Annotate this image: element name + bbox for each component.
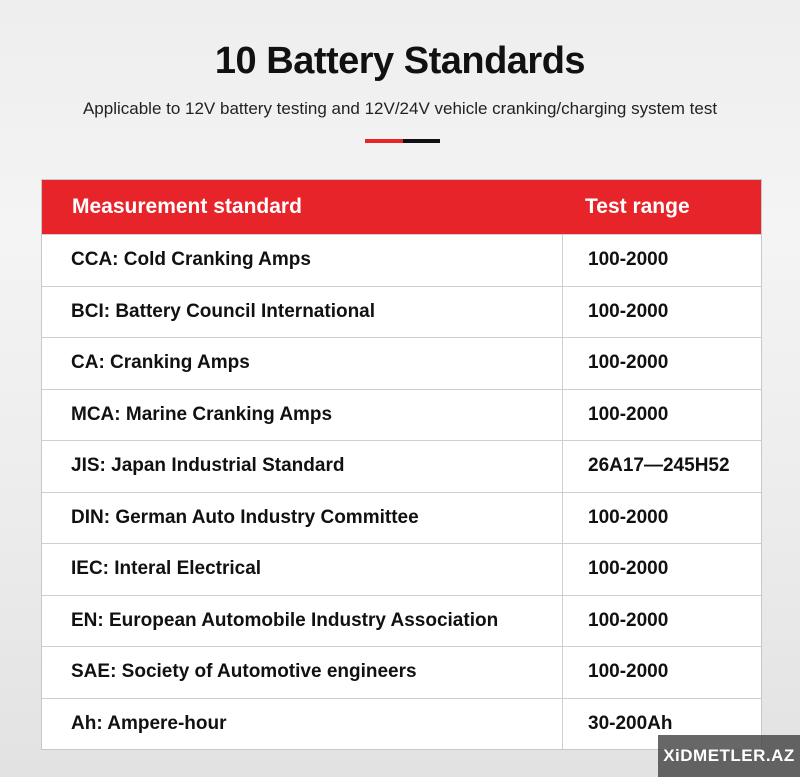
header-test-range: Test range: [585, 195, 690, 218]
range-cell: 100-2000: [588, 300, 669, 322]
standard-cell: CA: Cranking Amps: [42, 338, 563, 389]
divider-red-segment: [365, 139, 403, 143]
standard-cell: Ah: Ampere-hour: [42, 699, 563, 750]
table-row: [42, 286, 761, 338]
standard-cell: CCA: Cold Cranking Amps: [42, 235, 563, 286]
range-cell: 100-2000: [588, 403, 669, 425]
title-divider: [365, 139, 440, 143]
table-header-row: [42, 180, 761, 234]
table-row: [42, 440, 761, 492]
standard-cell: BCI: Battery Council International: [42, 287, 563, 338]
standard-cell: JIS: Japan Industrial Standard: [42, 441, 563, 492]
standard-cell: DIN: German Auto Industry Committee: [42, 493, 563, 544]
table-row: [42, 337, 761, 389]
table-row: [42, 698, 761, 750]
range-cell: 100-2000: [588, 558, 669, 580]
standard-cell: MCA: Marine Cranking Amps: [42, 390, 563, 441]
range-cell: 100-2000: [588, 609, 669, 631]
standards-table: [41, 179, 762, 750]
header-measurement-standard: Measurement standard: [72, 195, 302, 218]
standard-cell: IEC: Interal Electrical: [42, 544, 563, 595]
site-watermark: XiDMETLER.AZ: [658, 735, 800, 777]
page-subtitle: Applicable to 12V battery testing and 12V/24V vehicle cranking/charging system test: [82, 99, 718, 118]
standard-cell: SAE: Society of Automotive engineers: [42, 647, 563, 698]
range-cell: 30-200Ah: [588, 712, 673, 734]
range-cell: 100-2000: [588, 249, 669, 271]
table-row: [42, 543, 761, 595]
range-cell: 100-2000: [588, 352, 669, 374]
table-row: [42, 234, 761, 286]
range-cell: 26A17—245H52: [588, 455, 730, 477]
standard-cell: EN: European Automobile Industry Association: [42, 596, 563, 647]
table-row: [42, 492, 761, 544]
range-cell: 100-2000: [588, 506, 669, 528]
page-title: 10 Battery Standards: [214, 40, 586, 82]
range-cell: 100-2000: [588, 661, 669, 683]
table-row: [42, 389, 761, 441]
table-row: [42, 646, 761, 698]
divider-black-segment: [403, 139, 440, 143]
table-row: [42, 595, 761, 647]
